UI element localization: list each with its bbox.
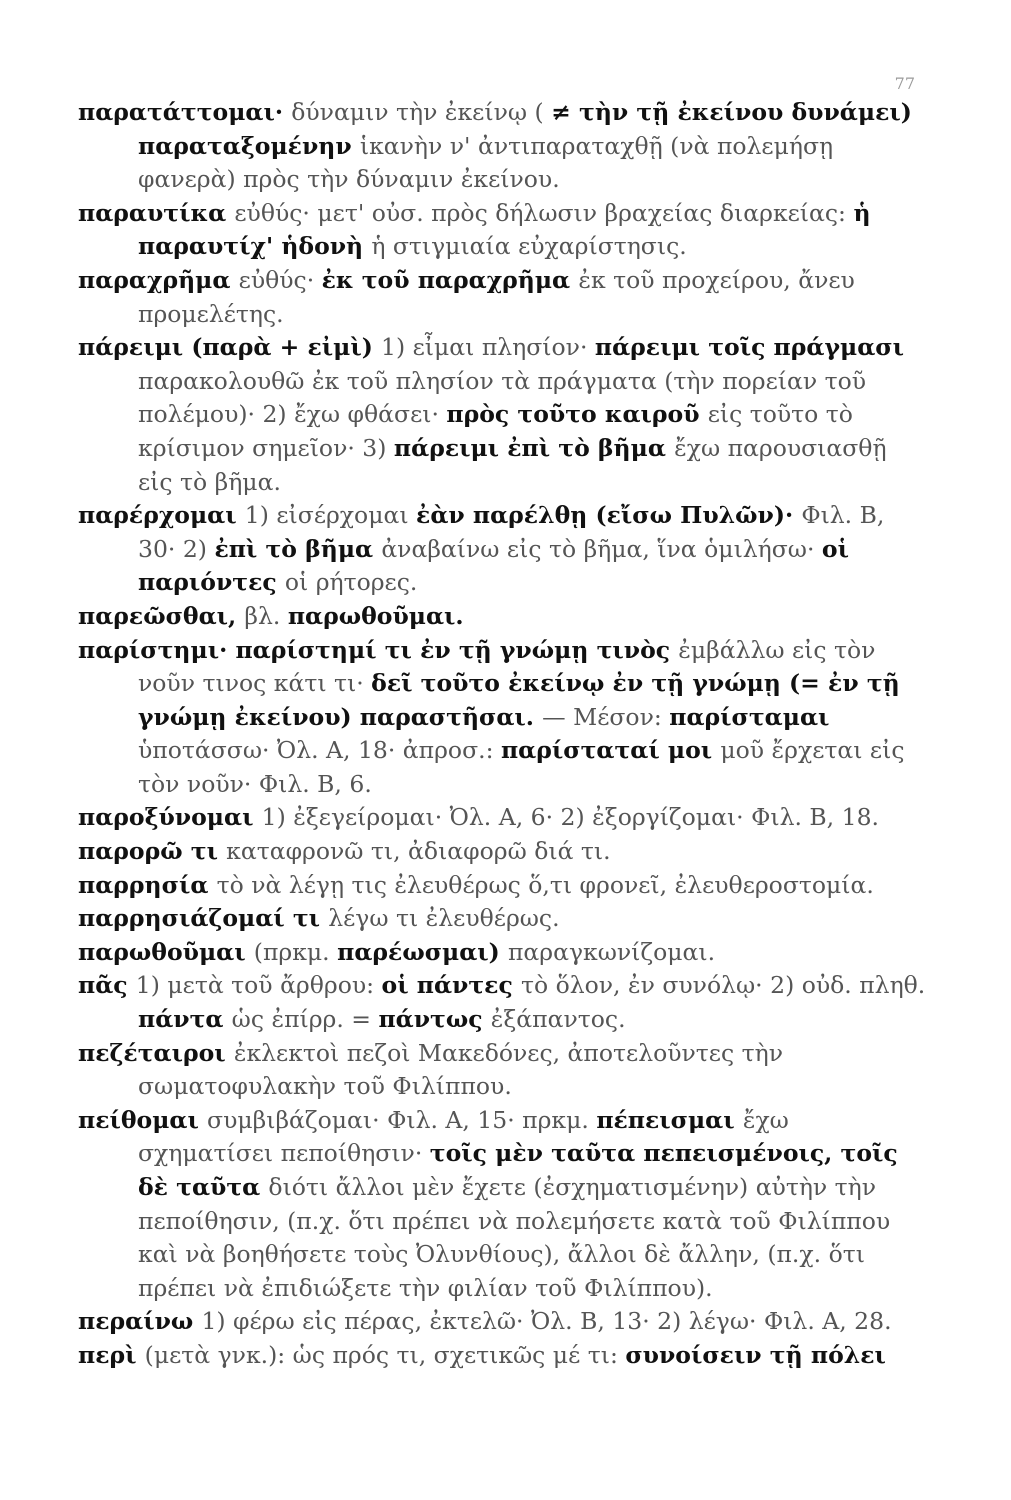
dictionary-entry-parorao — [78, 835, 928, 869]
definition-text: ἀναβαίνω εἰς τὸ βῆμα, ἵνα ὁμιλήσω· — [381, 534, 822, 563]
definition-text: 1) εἶμαι πλησίον· — [381, 333, 595, 362]
headword-text: ἐὰν παρέλθῃ (εἴσω Πυλῶν)· — [416, 501, 802, 530]
headword-text: παρίσταμαι — [669, 702, 830, 731]
page-number: 77 — [894, 74, 915, 93]
dictionary-entry-parerchomai — [78, 499, 928, 600]
definition-text: καταφρονῶ τι, ἀδιαφορῶ διά τι. — [226, 837, 611, 866]
definition-text: 1) ἐξεγείρομαι· Ὀλ. Α, 6· 2) ἐξοργίζομαι· Φιλ. Β, 18. — [261, 803, 879, 832]
headword-text: πρὸς τοῦτο καιροῦ — [446, 400, 708, 429]
definition-text: ἡ στιγμιαία εὐχαρίστησις. — [371, 232, 687, 261]
headword-text: πεζέταιροι — [78, 1038, 234, 1067]
headword-text: παρατάττομαι· — [78, 98, 292, 126]
definition-text: ἱκανὴν ν' ἀντιπαραταχθῇ (νὰ πολεμήσῃ φανερὰ) πρὸς τὴν δύναμιν ἐκείνου. — [138, 131, 834, 194]
definition-text: 1) φέρω εἰς πέρας, ἐκτελῶ· Ὀλ. Β, 13· 2) λέγω· Φιλ. Α, 28. — [201, 1307, 892, 1336]
definition-text: οἱ ρήτορες. — [284, 568, 418, 597]
dictionary-entry-peithomai — [78, 1104, 928, 1306]
headword-text: παρωθοῦμαι. — [287, 601, 464, 630]
headword-text: δεῖ τοῦτο ἐκείνῳ ἐν τῇ γνώμῃ (= ἐν τῇ γνώμῃ ἐκείνου) παραστῆσαι. — [138, 669, 900, 731]
definition-text: μοῦ ἔρχεται εἰς τὸν νοῦν· Φιλ. Β, 6. — [138, 736, 905, 798]
entry-list — [78, 96, 928, 1373]
headword-text: ἐπὶ τὸ βῆμα — [214, 534, 382, 563]
headword-text: παρωθοῦμαι — [78, 937, 254, 966]
headword-text: πάντα — [138, 1005, 232, 1034]
headword-text: παροξύνομαι — [78, 803, 262, 832]
definition-text: ἐκλεκτοὶ πεζοὶ Μακεδόνες, ἀποτελοῦντες τὴν σωματοφυλακὴν τοῦ Φιλίππου. — [138, 1038, 783, 1101]
headword-text: ἐκ τοῦ παραχρῆμα — [321, 265, 579, 294]
definition-text: παραγκωνίζομαι. — [507, 937, 716, 966]
headword-text: ἡ παραυτίχ' ἡδονὴ — [138, 198, 871, 261]
definition-text: ἔχω σχηματίσει πεποίθησιν· — [138, 1105, 789, 1168]
headword-text: πάντως — [378, 1005, 491, 1034]
definition-text: (πρκμ. — [253, 937, 338, 966]
headword-text: οἱ παριόντες — [138, 534, 849, 597]
dictionary-entry-paristemi — [78, 634, 928, 802]
definition-text: 1) εἰσέρχομαι — [244, 501, 417, 530]
dictionary-entry-pezetairoi — [78, 1037, 928, 1104]
definition-text: — Μέσον: — [542, 702, 670, 731]
dictionary-entry-parautika — [78, 197, 928, 264]
headword-text: πάρειμι ἐπὶ τὸ βῆμα — [393, 433, 675, 462]
headword-text: παρέωσμαι) — [337, 937, 508, 966]
headword-text: παρέρχομαι — [78, 501, 245, 530]
dictionary-entry-peri — [78, 1339, 928, 1373]
definition-text: διότι ἄλλοι μὲν ἔχετε (ἐσχηματισμένην) αὐτὴν τὴν πεποίθησιν, (π.χ. ὅτι πρέπει νὰ πολεμήσετε κατὰ τοῦ Φιλίππου καὶ νὰ βοηθήσετε τοὺς Ὀλυνθίους), ἄλλοι δὲ ἄλλην, (π.χ. ὅτι πρέπει νὰ ἐπιδιώξετε τὴν φιλίαν τοῦ Φιλίππου). — [138, 1173, 891, 1302]
definition-text: λέγω τι ἐλευθέρως. — [328, 904, 560, 933]
definition-text: παρακολουθῶ ἐκ τοῦ πλησίον τὰ πράγματα (τὴν πορείαν τοῦ πολέμου)· 2) ἔχω φθάσει· — [138, 366, 867, 429]
headword-text: παραχρῆμα — [78, 265, 239, 294]
definition-text: ὑποτάσσω· Ὀλ. Α, 18· ἀπροσ.: — [138, 736, 501, 765]
definition-text: τὸ νὰ λέγῃ τις ἐλευθέρως ὅ,τι φρονεῖ, ἐλευθεροστομία. — [216, 870, 874, 899]
headword-text: παρορῶ τι — [78, 837, 227, 866]
headword-text: παρεῶσθαι, — [78, 601, 245, 630]
headword-text: πείθομαι — [78, 1105, 208, 1134]
headword-text: περαίνω — [78, 1307, 202, 1336]
definition-text: εἰς τοῦτο τὸ κρίσιμον σημεῖον· 3) — [138, 400, 853, 462]
definition-text: Φιλ. Β, 30· 2) — [138, 501, 885, 563]
dictionary-entry-parresia — [78, 869, 928, 903]
dictionary-entry-perainw — [78, 1305, 928, 1339]
definition-text: (μετὰ γνκ.): ὡς πρός τι, σχετικῶς μέ τι: — [144, 1340, 626, 1369]
headword-text: παραυτίκα — [78, 198, 235, 227]
definition-text: τὸ ὅλον, ἐν συνόλῳ· 2) οὐδ. πληθ. — [520, 971, 926, 1000]
definition-text: εὐθύς· — [238, 265, 322, 294]
dictionary-entry-paratattomai — [78, 96, 928, 197]
headword-text: συνοίσειν τῇ πόλει — [625, 1340, 886, 1369]
headword-text: παρρησία — [78, 870, 217, 899]
dictionary-entry-pas — [78, 969, 928, 1036]
definition-text: δύναμιν τὴν ἐκείνῳ ( — [291, 98, 552, 126]
dictionary-entry-parresiazomai — [78, 902, 928, 936]
definition-text: ἐξάπαντος. — [490, 1005, 626, 1034]
headword-text: οἱ πάντες — [381, 971, 521, 1000]
headword-text: ≠ τὴν τῇ ἐκείνου δυνάμει) παραταξομένην — [138, 98, 912, 160]
dictionary-entry-parothoumai — [78, 936, 928, 970]
dictionary-entry-pareosthai — [78, 600, 928, 634]
dictionary-entry-pareimi — [78, 331, 928, 499]
definition-text: 1) μετὰ τοῦ ἄρθρου: — [135, 971, 382, 1000]
headword-text: πᾶς — [78, 971, 136, 1000]
headword-text: τοῖς μὲν ταῦτα πεπεισμένοις, τοῖς δὲ ταῦτα — [138, 1139, 898, 1201]
headword-text: πάρειμι (παρὰ + εἰμὶ) — [78, 333, 382, 362]
definition-text: ἔχω παρουσιασθῇ εἰς τὸ βῆμα. — [138, 433, 887, 496]
headword-text: περὶ — [78, 1340, 145, 1369]
dictionary-entry-paroxynomai — [78, 801, 928, 835]
dictionary-entry-parachrema — [78, 264, 928, 331]
headword-text: πάρειμι τοῖς πράγμασι — [594, 333, 904, 362]
definition-text: ἐκ τοῦ προχείρου, ἄνευ προμελέτης. — [138, 265, 855, 328]
headword-text: παρίστημι· παρίστημί τι ἐν τῇ γνώμῃ τινὸς — [78, 635, 679, 664]
definition-text: ἐμβάλλω εἰς τὸν νοῦν τινος κάτι τι· — [138, 635, 876, 698]
definition-text: ὡς ἐπίρρ. = — [231, 1005, 379, 1034]
definition-text: συμβιβάζομαι· Φιλ. Α, 15· πρκμ. — [207, 1105, 597, 1134]
headword-text: παρίσταταί μοι — [500, 736, 721, 765]
definition-text: βλ. — [244, 601, 288, 630]
headword-text: πέπεισμαι — [596, 1105, 743, 1134]
definition-text: εὐθύς· μετ' οὐσ. πρὸς δήλωσιν βραχείας διαρκείας: — [234, 198, 854, 227]
headword-text: παρρησιάζομαί τι — [78, 904, 329, 933]
